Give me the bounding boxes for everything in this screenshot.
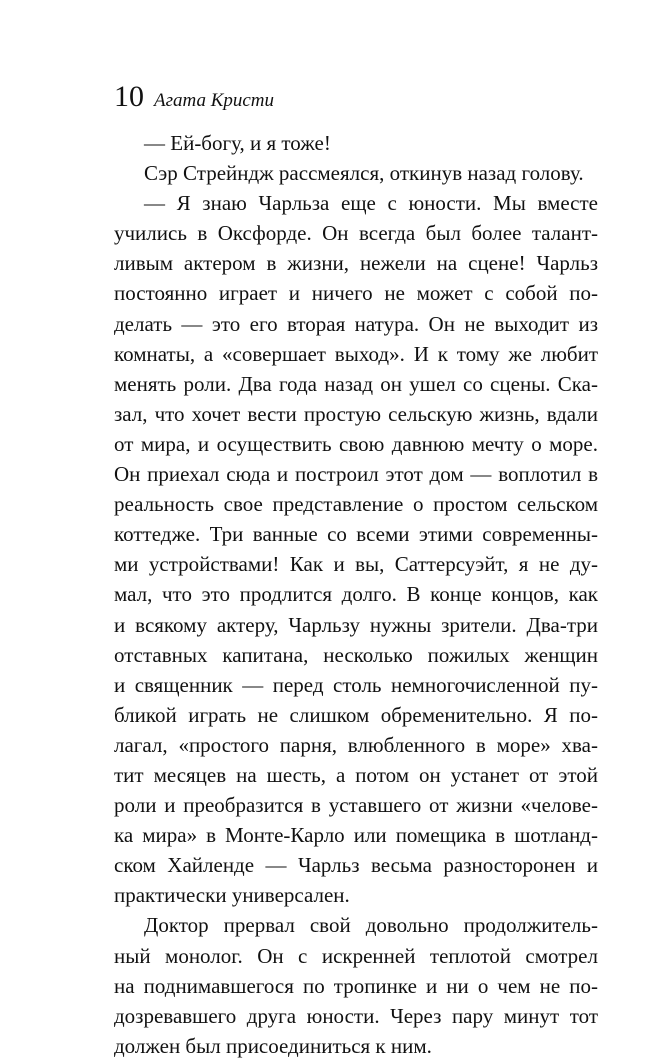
text-line: и всякому актеру, Чарльзу нужны зрители. Два-три (114, 612, 598, 637)
text-line: делать — это его вторая натура. Он не выходит из (114, 311, 598, 336)
text-line: от мира, и осуществить свою давнюю мечту о море. (114, 431, 598, 456)
text-line: Сэр Стрейндж рассмеялся, откинув назад голову. (144, 161, 584, 186)
page-header (114, 80, 274, 114)
running-title: Агата Кристи (154, 90, 274, 111)
text-line: тит месяцев на шесть, а потом он устанет от этой (114, 762, 598, 787)
text-line: роли и преобразится в уставшего от жизни «челове- (114, 793, 598, 818)
text-line: должен был присоединиться к ним. (114, 1033, 432, 1058)
body-text (114, 128, 598, 1061)
text-line: Доктор прервал свой довольно продолжитель- (144, 913, 598, 938)
text-line: ми устройствами! Как и вы, Саттерсуэйт, я не ду- (114, 552, 598, 577)
text-line: ском Хайленде — Чарльз весьма разносторонен и (114, 853, 598, 878)
text-line: коттедже. Три ванные со всеми этими современны- (114, 522, 598, 547)
text-line: мал, что это продлится долго. В конце концов, как (114, 582, 598, 607)
text-line: — Ей-богу, и я тоже! (144, 131, 331, 155)
text-line: бликой играть не слишком обременительно. Я по- (114, 702, 598, 727)
text-line: и священник — перед столь немногочисленной пу- (114, 672, 598, 697)
text-line: практически универсален. (114, 883, 350, 908)
text-line: комнаты, а «совершает выход». И к тому же любит (114, 341, 598, 366)
text-line: ливым актером в жизни, нежели на сцене! Чарльз (114, 251, 598, 276)
text-line: постоянно играет и ничего не может с собой по- (114, 281, 598, 306)
text-line: ка мира» в Монте-Карло или помещика в шотланд- (114, 823, 598, 848)
text-line: менять роли. Два года назад он ушел со сцены. Ска- (114, 371, 598, 396)
text-line: дозревавшего друга юности. Через пару минут тот (114, 1003, 598, 1028)
text-line: на поднимавшегося по тропинке и ни о чем не по- (114, 973, 598, 998)
text-line: зал, что хочет вести простую сельскую жизнь, вдали (114, 401, 598, 426)
text-line: лагал, «простого парня, влюбленного в море» хва- (114, 732, 598, 757)
text-line: Он приехал сюда и построил этот дом — воплотил в (114, 462, 598, 487)
text-line: реальность свое представление о простом сельском (114, 492, 598, 517)
text-line: учились в Оксфорде. Он всегда был более талант- (114, 221, 598, 246)
text-line: — Я знаю Чарльза еще с юности. Мы вместе (144, 191, 598, 216)
page-number: 10 (114, 80, 144, 113)
text-line: ный монолог. Он с искренней теплотой смотрел (114, 943, 598, 968)
text-line: отставных капитана, несколько пожилых женщин (114, 642, 598, 667)
